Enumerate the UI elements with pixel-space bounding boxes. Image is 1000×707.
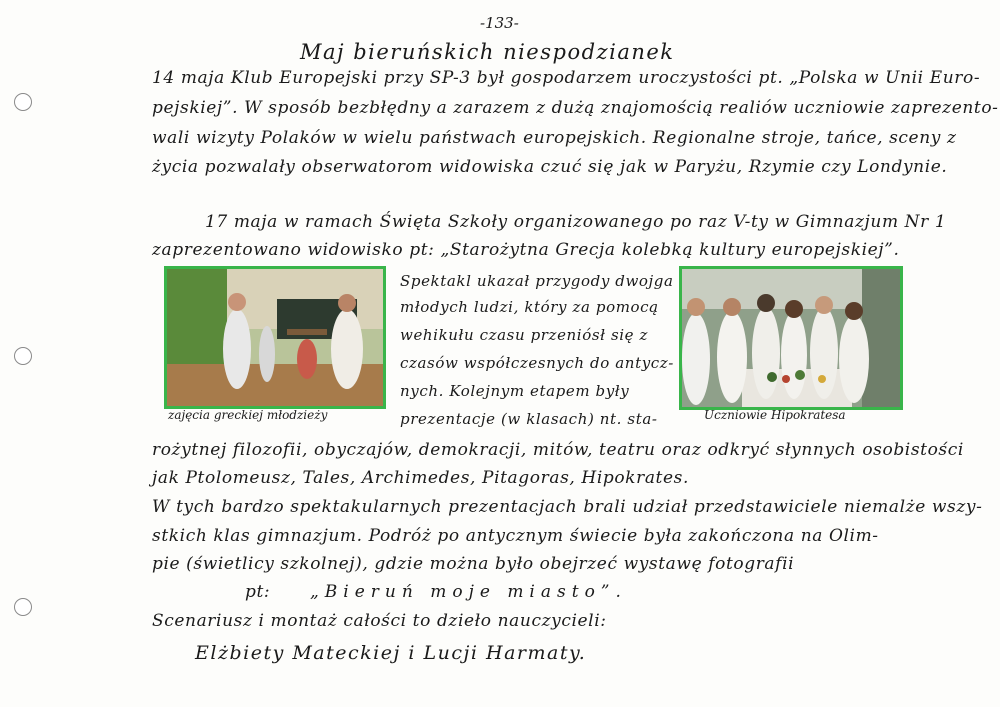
text-line: Spektakl ukazał przygody dwojga — [400, 272, 674, 290]
page-number: -133- — [480, 14, 519, 32]
text-line: W tych bardzo spektakularnych prezentacjach brali udział przedstawiciele niemalże wszy- — [152, 497, 983, 517]
photo-illustration — [682, 269, 900, 407]
exhibition-name: „Bieruń moje miasto”. — [310, 582, 627, 602]
photo-caption: zajęcia greckiej młodzieży — [168, 408, 328, 422]
text-line: rożytnej filozofii, obyczajów, demokracji, mitów, teatru oraz odkryć słynnych osobistości — [152, 440, 964, 460]
hippocrates-students-photo — [679, 266, 903, 410]
photo-caption: Uczniowie Hipokratesa — [704, 408, 846, 422]
text-line: 17 maja w ramach Święta Szkoły organizowanego po raz V-ty w Gimnazjum Nr 1 — [205, 212, 947, 232]
page-title: Maj bieruńskich niespodzianek — [300, 40, 675, 64]
credits-line: Scenariusz i montaż całości to dzieło nauczycieli: — [152, 611, 607, 631]
exhibition-prefix: pt: — [245, 582, 271, 602]
text-line: nych. Kolejnym etapem były — [400, 382, 630, 400]
text-line: pie (świetlicy szkolnej), gdzie można było obejrzeć wystawę fotografii — [152, 554, 795, 574]
photo-illustration — [167, 269, 383, 406]
text-line: prezentacje (w klasach) nt. sta- — [400, 410, 658, 428]
binder-hole — [14, 93, 32, 111]
text-line: życia pozwalały obserwatorom widowiska czuć się jak w Paryżu, Rzymie czy Londynie. — [152, 157, 948, 177]
binder-hole — [14, 598, 32, 616]
text-line: stkich klas gimnazjum. Podróż po antycznym świecie była zakończona na Olim- — [152, 526, 879, 546]
text-line: młodych ludzi, który za pomocą — [400, 298, 659, 316]
text-line: wali wizyty Polaków w wielu państwach europejskich. Regionalne stroje, tańce, sceny z — [152, 128, 957, 148]
text-line: wehikułu czasu przeniósł się z — [400, 326, 649, 344]
text-line: czasów współczesnych do antycz- — [400, 354, 674, 372]
text-line: pejskiej”. W sposób bezbłędny a zarazem z dużą znajomością realiów uczniowie zaprezento- — [152, 98, 999, 118]
credits-names: Elżbiety Mateckiej i Lucji Harmaty. — [195, 642, 587, 664]
text-line: jak Ptolomeusz, Tales, Archimedes, Pitagoras, Hipokrates. — [152, 468, 689, 488]
greek-youth-photo — [164, 266, 386, 409]
text-line: 14 maja Klub Europejski przy SP-3 był gospodarzem uroczystości pt. „Polska w Unii Euro- — [152, 68, 981, 88]
text-line: zaprezentowano widowisko pt: „Starożytna Grecja kolebką kultury europejskiej”. — [152, 240, 900, 260]
binder-hole — [14, 347, 32, 365]
